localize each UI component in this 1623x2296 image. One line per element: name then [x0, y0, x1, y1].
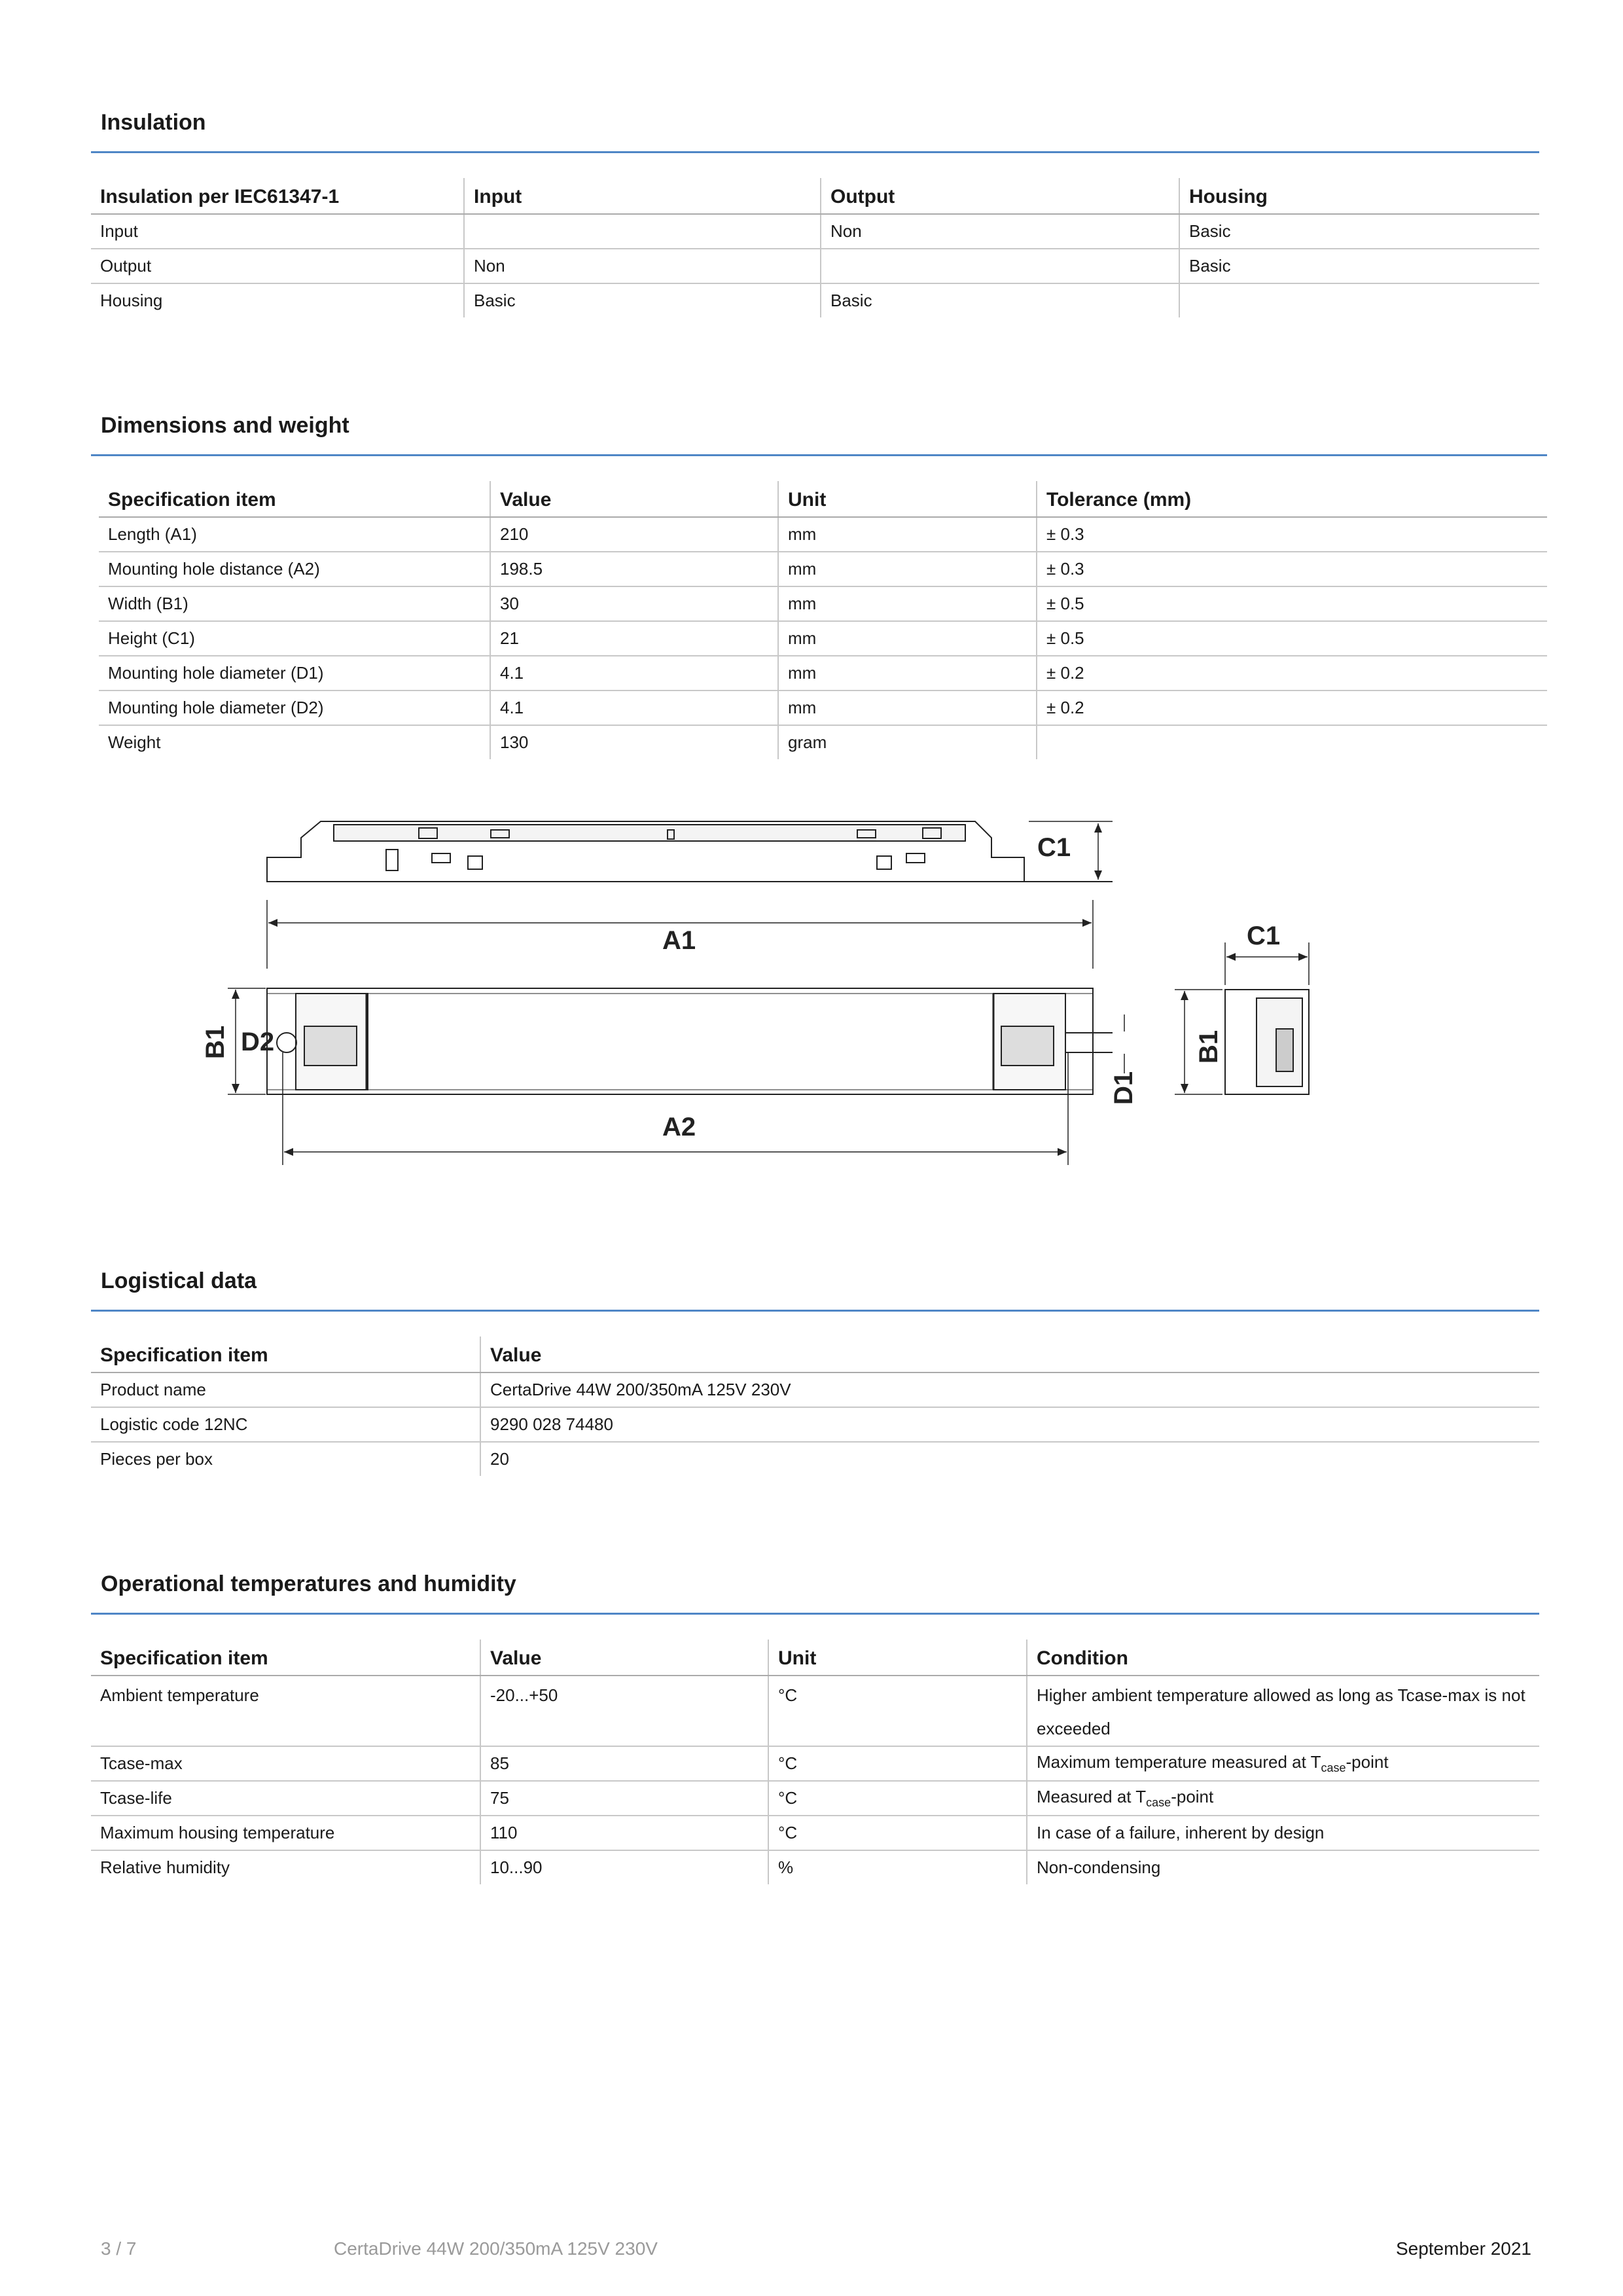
- table-row: [99, 725, 1547, 759]
- table-cell: Logistic code 12NC: [91, 1407, 480, 1442]
- table-cell: Basic: [1179, 249, 1539, 283]
- table-cell: Maximum housing temperature: [91, 1816, 480, 1850]
- column-header: Output: [821, 178, 1179, 214]
- table-cell: mm: [778, 517, 1037, 552]
- table-cell: ± 0.5: [1037, 586, 1547, 621]
- end-view: [1175, 922, 1309, 1094]
- logistics-table: [91, 1336, 1539, 1476]
- table-cell: °C: [768, 1816, 1027, 1850]
- column-header: Specification item: [91, 1640, 480, 1676]
- table-cell: 30: [490, 586, 778, 621]
- table-cell: 75: [480, 1781, 768, 1816]
- table-cell: Mounting hole diameter (D1): [99, 656, 490, 691]
- table-cell: 4.1: [490, 656, 778, 691]
- dimension-a1: [267, 900, 1093, 969]
- table-cell: °C: [768, 1676, 1027, 1746]
- table-row: [99, 586, 1547, 621]
- condition-text: Maximum temperature measured at T: [1037, 1752, 1321, 1772]
- section-title: Insulation: [101, 110, 206, 135]
- table-cell: Pieces per box: [100, 1449, 213, 1469]
- dimension-a2: [283, 1052, 1068, 1165]
- table-header-row: [91, 1336, 1539, 1372]
- table-cell: Height (C1): [99, 621, 490, 656]
- table-cell: mm: [778, 621, 1037, 656]
- table-cell: [464, 214, 821, 249]
- table-cell: mm: [778, 691, 1037, 725]
- table-header-row: [91, 178, 1539, 214]
- table-cell: [1027, 1746, 1539, 1781]
- dimension-label-d2: D2: [241, 1028, 275, 1056]
- section-title: Dimensions and weight: [101, 413, 349, 438]
- table-row: [99, 621, 1547, 656]
- table-cell: 110: [480, 1816, 768, 1850]
- table-row: [91, 1676, 1539, 1746]
- logistics-section: [91, 1266, 1539, 1476]
- table-cell: 198.5: [490, 552, 778, 586]
- section-title: Operational temperatures and humidity: [101, 1571, 516, 1596]
- table-cell: [1037, 725, 1547, 759]
- table-cell: 130: [490, 725, 778, 759]
- section-title: Logistical data: [101, 1268, 257, 1293]
- table-row: [91, 1746, 1539, 1781]
- table-cell: ± 0.3: [1037, 517, 1547, 552]
- footer-page-number: 3 / 7: [101, 2238, 137, 2259]
- column-header: Housing: [1179, 178, 1539, 214]
- table-cell: Basic: [821, 283, 1179, 317]
- table-cell: Tcase-max: [91, 1746, 480, 1781]
- table-cell: ± 0.3: [1037, 552, 1547, 586]
- condition-text: -point: [1171, 1787, 1214, 1806]
- front-view: [201, 988, 1138, 1105]
- dimension-label-c1-end: C1: [1247, 922, 1281, 950]
- column-header: Unit: [778, 481, 1037, 517]
- table-header-row: [99, 481, 1547, 517]
- table-row: [91, 214, 1539, 249]
- table-row: [91, 1442, 1539, 1476]
- dimension-label-c1: C1: [1037, 833, 1071, 862]
- column-header: Specification item: [99, 481, 490, 517]
- table-cell: 20: [480, 1442, 1539, 1476]
- table-cell: gram: [778, 725, 1037, 759]
- table-cell: %: [768, 1850, 1027, 1884]
- section-divider: [91, 1310, 1539, 1312]
- table-cell: Weight: [108, 732, 161, 752]
- column-header: Tolerance (mm): [1037, 481, 1547, 517]
- column-header: Specification item: [91, 1336, 480, 1372]
- insulation-table: [91, 178, 1539, 317]
- table-cell: Tcase-life: [91, 1781, 480, 1816]
- table-cell: Output: [91, 249, 464, 283]
- table-row: [91, 1816, 1539, 1850]
- side-view: [267, 821, 1113, 882]
- table-cell: Input: [91, 214, 464, 249]
- table-cell: Width (B1): [99, 586, 490, 621]
- table-cell: ± 0.5: [1037, 621, 1547, 656]
- table-cell: Ambient temperature: [91, 1676, 480, 1746]
- condition-text: Measured at T: [1037, 1787, 1147, 1806]
- table-cell: 4.1: [490, 691, 778, 725]
- table-cell: In case of a failure, inherent by design: [1027, 1816, 1539, 1850]
- table-cell: Product name: [91, 1372, 480, 1407]
- table-cell: °C: [768, 1746, 1027, 1781]
- table-row: [91, 249, 1539, 283]
- table-cell: Non: [464, 249, 821, 283]
- table-cell: Relative humidity: [100, 1857, 230, 1877]
- table-row: [91, 1850, 1539, 1884]
- table-cell: Basic: [464, 283, 821, 317]
- subscript: case: [1146, 1796, 1171, 1809]
- table-cell: 21: [490, 621, 778, 656]
- table-cell: 10...90: [480, 1850, 768, 1884]
- table-cell: [1027, 1781, 1539, 1816]
- table-cell: CertaDrive 44W 200/350mA 125V 230V: [480, 1372, 1539, 1407]
- dimension-label-a2: A2: [662, 1113, 696, 1141]
- column-header: Unit: [768, 1640, 1027, 1676]
- table-cell: Length (A1): [99, 517, 490, 552]
- temperatures-section: [91, 1570, 1539, 1884]
- column-header: Value: [490, 481, 778, 517]
- column-header: Value: [480, 1336, 1539, 1372]
- table-cell: °C: [768, 1781, 1027, 1816]
- section-divider: [91, 1613, 1539, 1615]
- table-cell: Non-condensing: [1027, 1850, 1539, 1884]
- table-cell: mm: [778, 552, 1037, 586]
- footer-date: September 2021: [1395, 2238, 1531, 2259]
- column-header: Value: [480, 1640, 768, 1676]
- table-row: [91, 1781, 1539, 1816]
- table-row: [91, 283, 1539, 317]
- table-cell: 9290 028 74480: [480, 1407, 1539, 1442]
- table-cell: Mounting hole distance (A2): [99, 552, 490, 586]
- column-header: Input: [464, 178, 821, 214]
- table-cell: [1179, 283, 1539, 317]
- table-cell: Basic: [1179, 214, 1539, 249]
- table-row: [91, 1372, 1539, 1407]
- dimension-drawing: [170, 785, 1348, 1191]
- table-row: [91, 1407, 1539, 1442]
- dimensions-section: [91, 411, 1539, 759]
- temperatures-table: [91, 1640, 1539, 1884]
- table-cell: ± 0.2: [1037, 691, 1547, 725]
- table-cell: [821, 249, 1179, 283]
- footer-product-name: CertaDrive 44W 200/350mA 125V 230V: [334, 2238, 658, 2259]
- table-cell: 210: [490, 517, 778, 552]
- section-divider: [91, 454, 1547, 456]
- table-cell: ± 0.2: [1037, 656, 1547, 691]
- column-header: Condition: [1027, 1640, 1539, 1676]
- section-divider: [91, 151, 1539, 153]
- table-cell: Mounting hole diameter (D2): [99, 691, 490, 725]
- dimension-label-d1: D1: [1109, 1071, 1138, 1105]
- table-cell: -20...+50: [480, 1676, 768, 1746]
- table-row: [99, 656, 1547, 691]
- table-row: [99, 517, 1547, 552]
- condition-text: -point: [1346, 1752, 1389, 1772]
- insulation-section: [91, 108, 1539, 317]
- column-header: Insulation per IEC61347-1: [91, 178, 464, 214]
- dimensions-table: [99, 481, 1547, 759]
- table-cell: Non: [821, 214, 1179, 249]
- table-cell: mm: [778, 656, 1037, 691]
- dimension-label-a1: A1: [662, 926, 696, 955]
- table-cell: mm: [778, 586, 1037, 621]
- table-cell: 85: [480, 1746, 768, 1781]
- table-row: [99, 552, 1547, 586]
- table-cell: Housing: [100, 291, 163, 310]
- dimension-label-b1-end: B1: [1194, 1030, 1223, 1064]
- table-cell: Higher ambient temperature allowed as long as Tcase-max is not exceeded: [1027, 1676, 1539, 1746]
- subscript: case: [1321, 1761, 1346, 1774]
- dimension-label-b1: B1: [201, 1025, 230, 1059]
- table-header-row: [91, 1640, 1539, 1676]
- table-row: [99, 691, 1547, 725]
